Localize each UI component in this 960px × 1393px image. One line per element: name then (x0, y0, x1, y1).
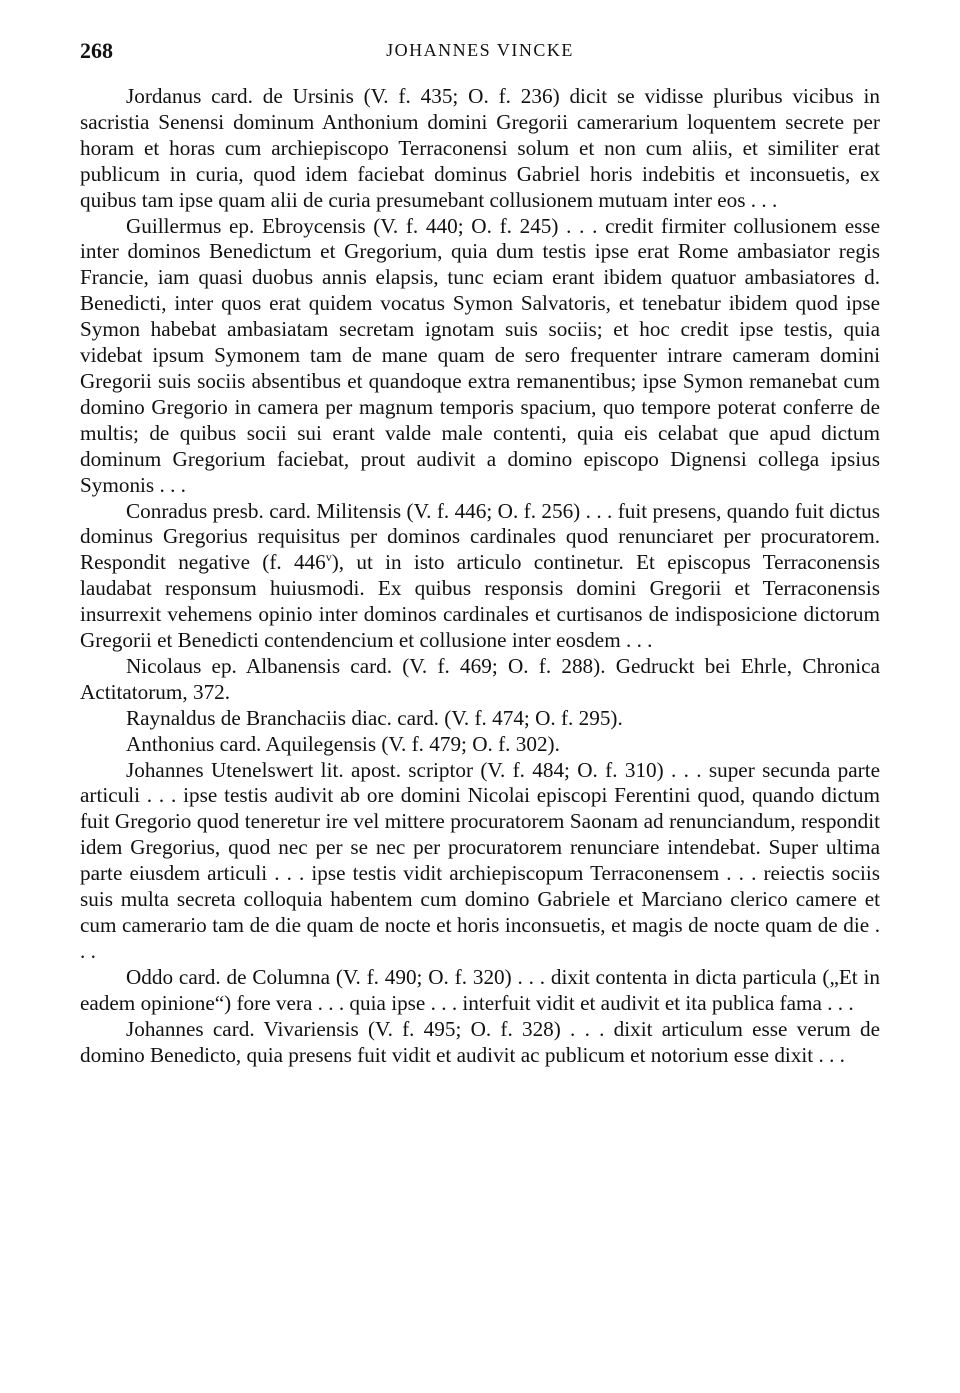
paragraph-oddo: Oddo card. de Columna (V. f. 490; O. f. 320) . . . dixit contenta in dicta particula („Et in eadem opinione“) fore vera . . . quia ipse . . . interfuit vidit et audivit et ita publica fama . . . (80, 964, 880, 1015)
paragraph-guillermus: Guillermus ep. Ebroycensis (V. f. 440; O. f. 245) . . . credit firmiter collusionem esse inter dominos Benedictum et Gregorium, quia dum testis ipse erat Rome ambasiator regis Francie, iam quasi duobus annis elapsis, tunc eciam erant ibidem quatuor ambasiatores d. Benedicti, inter quos erat quidem vocatus Symon Salvatoris, et tenebatur ibidem quod ipse Symon habebat ambasiatam secretam ignotam suis sociis; et hoc credit ipse testis, quia videbat ipsum Symonem tam de mane quam de sero frequenter intrare cameram domini Gregorii suis sociis absentibus et quandoque extra remanentibus; ipse Symon remanebat cum domino Gregorio in camera per magnum temporis spacium, quo tempore poterat conferre de multis; de quibus socii sui erant valde male contenti, quia eis celabat que apud dictum dominum Gregorium faciebat, prout audivit a domino episcopo Dignensi collega ipsius Symonis . . . (80, 213, 880, 497)
folio-superscript: v (325, 550, 332, 565)
paragraph-jordanus: Jordanus card. de Ursinis (V. f. 435; O. f. 236) dicit se vidisse pluribus vicibus in sacristia Senensi dominum Anthonium domini Gregorii camerarium loquentem secrete per horam et horas cum archiepiscopo Terraconensi solum et non cum aliis, et similiter erat publicum in curia, quod idem faciebat dominus Gabriel horis indebitis et inconsuetis, ex quibus tam ipse quam alii de curia presumebant collusionem mutuam inter eos . . . (80, 84, 880, 212)
paragraph-conradus-text-2: ), ut in isto articulo continetur. Et episcopus Terraconensis laudabat responsum huiusmodi. Ex quibus responsis domini Gregorii et Terraconensis insurrexit vehemens opinio inter dominos cardinales et curtisanos de indisposicione dictorum Gregorii et Benedicti contendencium et collusione inter eosdem . . . (80, 550, 880, 653)
paragraph-conradus (80, 499, 880, 654)
body-text (80, 84, 880, 1068)
document-page (80, 38, 880, 1378)
paragraph-nicolaus: Nicolaus ep. Albanensis card. (V. f. 469; O. f. 288). Gedruckt bei Ehrle, Chronica Actitatorum, 372. (80, 653, 880, 704)
page-number: 268 (80, 38, 113, 63)
paragraph-anthonius: Anthonius card. Aquilegensis (V. f. 479; O. f. 302). (126, 731, 560, 756)
paragraph-conradus-text-1: Conradus presb. card. Militensis (V. f. 446; O. f. 256) . . . fuit presens, quando fuit dictus dominus Gregorius requisitus per dominos cardinales quod renunciaret per procuratorem. Respondit negative (f. 446 (80, 498, 880, 575)
paragraph-johannes-vivariensis: Johannes card. Vivariensis (V. f. 495; O. f. 328) . . . dixit articulum esse verum de domino Benedicto, quia presens fuit vidit et audivit ac publicum et notorium esse dixit . . . (80, 1016, 880, 1067)
paragraph-raynaldus: Raynaldus de Branchaciis diac. card. (V. f. 474; O. f. 295). (126, 705, 623, 730)
running-title: JOHANNES VINCKE (386, 40, 574, 60)
paragraph-johannes-utenelswert: Johannes Utenelswert lit. apost. scriptor (V. f. 484; O. f. 310) . . . super secunda parte articuli . . . ipse testis audivit ab ore domini Nicolai episcopi Ferentini quod, quando dictum fuit Gregorio quod teneretur ire vel mittere procuratorem Saonam ad renunciandum, respondit idem Gregorius, quod nec per se nec per procuratorem renunciare intendebat. Super ultima parte eiusdem articuli . . . ipse testis vidit archiepiscopum Terraconensem . . . reiectis sociis suis multa secreta colloquia habentem cum domino Gabriele et Marciano clerico camere et cum camerario tam de die quam de nocte et horis inconsuetis, et magis de nocte quam de die . . . (80, 757, 880, 963)
page-header (80, 38, 880, 84)
